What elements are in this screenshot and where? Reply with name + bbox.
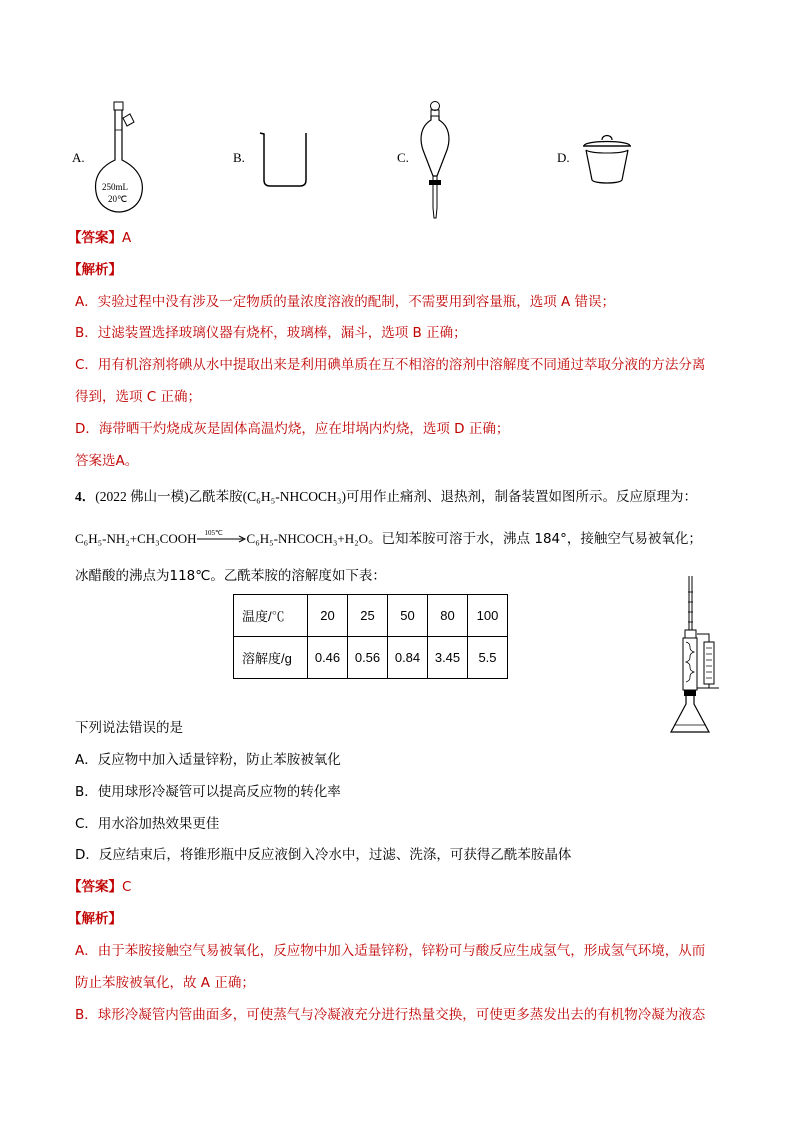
table-header-temp: 温度/℃ [234, 595, 308, 637]
q3-analysis-line-5: D．海带晒干灼烧成灰是固体高温灼烧，应在坩埚内灼烧，选项 D 正确； [75, 421, 510, 437]
q4-stem-a: 乙酰苯胺 [188, 489, 243, 505]
option-c-label: C. [397, 150, 409, 165]
q4-analysis-label: 【解析】 [68, 911, 122, 927]
q3-conclusion: 答案选A。 [75, 453, 139, 469]
q3-answer [68, 228, 131, 248]
table-header-solubility: 溶解度/g [234, 637, 308, 679]
option-a-label: A. [72, 150, 85, 165]
table-cell: 80 [428, 595, 468, 637]
table-cell: 20 [308, 595, 348, 637]
q3-analysis-line-4: 得到，选项 C 正确； [75, 389, 202, 405]
table-cell: 0.56 [348, 637, 388, 679]
q4-stem-line-1 [75, 487, 697, 507]
reaction-tail: 。已知苯胺可溶于水，沸点 184°，接触空气易被氧化； [368, 531, 702, 547]
q4-stem-formula: (C₆H₅-NHCOCH₃) [242, 489, 346, 504]
q4-answer [68, 877, 131, 897]
table-cell: 0.46 [308, 637, 348, 679]
q3-analysis-line-1: A．实验过程中没有涉及一定物质的量浓度溶液的配制，不需要用到容量瓶，选项 A 错误； [75, 294, 616, 310]
q4-choice-a: A．反应物中加入适量锌粉，防止苯胺被氧化 [75, 752, 341, 768]
q4-analysis-line-1: A．由于苯胺接触空气易被氧化，反应物中加入适量锌粉，锌粉可与酸反应生成氢气，形成氢气环境，从而 [75, 943, 706, 959]
reflux-apparatus-icon [655, 572, 725, 737]
table-cell: 0.84 [388, 637, 428, 679]
table-row [234, 595, 508, 637]
q4-stem-line-3: 冰醋酸的沸点为118℃。乙酰苯胺的溶解度如下表： [75, 568, 386, 584]
option-d-label: D. [557, 150, 570, 165]
q3-analysis-label: 【解析】 [68, 262, 122, 278]
table-cell: 50 [388, 595, 428, 637]
q4-reaction-line [75, 529, 702, 549]
reaction-arrow-icon [197, 529, 247, 546]
option-b-label: B. [233, 150, 245, 165]
q3-analysis-line-3: C．用有机溶剂将碘从水中提取出来是利用碘单质在互不相溶的溶剂中溶解度不同通过萃取分液的方法分离 [75, 357, 706, 373]
q4-answer-label: 【答案】 [68, 879, 122, 895]
q3-answer-value: A [122, 230, 132, 246]
solubility-table [233, 594, 508, 679]
flask-volume-text: 250mL [102, 182, 128, 192]
volumetric-flask-icon [92, 100, 152, 215]
table-cell: 100 [468, 595, 508, 637]
table-cell: 5.5 [468, 637, 508, 679]
q3-analysis-line-2: B．过滤装置选择玻璃仪器有烧杯，玻璃棒，漏斗，选项 B 正确； [75, 325, 467, 341]
table-cell: 3.45 [428, 637, 468, 679]
q4-question: 下列说法错误的是 [75, 720, 183, 736]
table-cell: 25 [348, 595, 388, 637]
flask-temp-text: 20℃ [108, 194, 128, 204]
reaction-condition: 105℃ [204, 529, 223, 537]
q4-source: (2022 佛山一模) [95, 489, 189, 504]
q4-analysis-line-2: 防止苯胺被氧化，故 A 正确； [75, 975, 255, 991]
q4-stem-b: 可用作止痛剂、退热剂，制备装置如图所示。反应原理为： [346, 489, 697, 505]
q4-choice-d: D．反应结束后，将锥形瓶中反应液倒入冷水中，过滤、洗涤，可获得乙酰苯胺晶体 [75, 847, 572, 863]
q4-answer-value: C [122, 879, 132, 895]
reaction-right: C₆H₅-NHCOCH₃+H₂O [246, 531, 369, 546]
separatory-funnel-icon [415, 98, 455, 222]
beaker-icon [258, 128, 310, 188]
q3-answer-label: 【答案】 [68, 230, 122, 246]
reaction-left: C₆H₅-NH₂+CH₃COOH [75, 531, 197, 546]
q4-analysis-line-3: B．球形冷凝管内管曲面多，可使蒸气与冷凝液充分进行热量交换，可使更多蒸发出去的有机物冷凝为液态 [75, 1007, 706, 1023]
q4-number: 4． [75, 489, 96, 504]
table-row [234, 637, 508, 679]
q4-choice-b: B．使用球形冷凝管可以提高反应物的转化率 [75, 784, 341, 800]
q4-choice-c: C．用水浴加热效果更佳 [75, 816, 220, 832]
crucible-icon [580, 132, 636, 186]
